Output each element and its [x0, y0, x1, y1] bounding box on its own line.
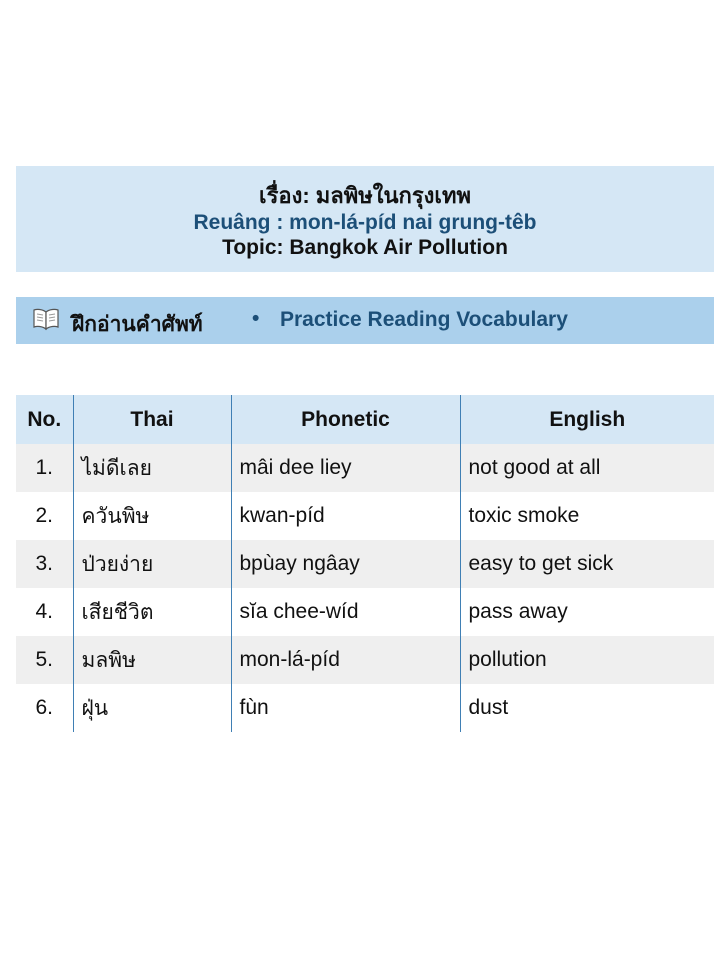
thai-word: ฝุ่น — [73, 684, 231, 732]
english-meaning: dust — [460, 684, 714, 732]
section-separator: • — [252, 307, 260, 330]
open-book-icon — [32, 307, 60, 331]
column-header-phonetic: Phonetic — [231, 395, 460, 444]
row-number: 3. — [16, 540, 73, 588]
table-row — [16, 684, 714, 732]
phonetic-word: sĭa chee-wíd — [231, 588, 460, 636]
column-header-english: English — [460, 395, 714, 444]
thai-word: ควันพิษ — [73, 492, 231, 540]
english-meaning: pass away — [460, 588, 714, 636]
row-number: 1. — [16, 444, 73, 492]
thai-word: มลพิษ — [73, 636, 231, 684]
english-meaning: easy to get sick — [460, 540, 714, 588]
phonetic-word: fùn — [231, 684, 460, 732]
section-label-english: Practice Reading Vocabulary — [280, 308, 568, 331]
title-thai: เรื่อง: มลพิษในกรุงเทพ — [259, 183, 471, 208]
table-row — [16, 588, 714, 636]
english-meaning: pollution — [460, 636, 714, 684]
english-meaning: not good at all — [460, 444, 714, 492]
column-header-thai: Thai — [73, 395, 231, 444]
row-number: 6. — [16, 684, 73, 732]
table-row — [16, 540, 714, 588]
phonetic-word: bpùay ngâay — [231, 540, 460, 588]
section-header — [16, 297, 714, 344]
english-meaning: toxic smoke — [460, 492, 714, 540]
row-number: 2. — [16, 492, 73, 540]
thai-word: ป่วยง่าย — [73, 540, 231, 588]
table-row — [16, 636, 714, 684]
title-box — [16, 166, 714, 272]
phonetic-word: kwan-píd — [231, 492, 460, 540]
row-number: 5. — [16, 636, 73, 684]
table-row — [16, 492, 714, 540]
thai-word: เสียชีวิต — [73, 588, 231, 636]
title-romanized: Reuâng : mon-lá-píd nai grung-têb — [193, 211, 537, 234]
row-number: 4. — [16, 588, 73, 636]
section-label-thai: ฝึกอ่านคำศัพท์ — [72, 313, 203, 336]
column-header-no: No. — [16, 395, 73, 444]
table-header-row — [16, 395, 714, 444]
title-english: Topic: Bangkok Air Pollution — [222, 236, 508, 259]
vocabulary-table — [16, 395, 714, 732]
phonetic-word: mon-lá-píd — [231, 636, 460, 684]
thai-word: ไม่ดีเลย — [73, 444, 231, 492]
table-row — [16, 444, 714, 492]
phonetic-word: mâi dee liey — [231, 444, 460, 492]
